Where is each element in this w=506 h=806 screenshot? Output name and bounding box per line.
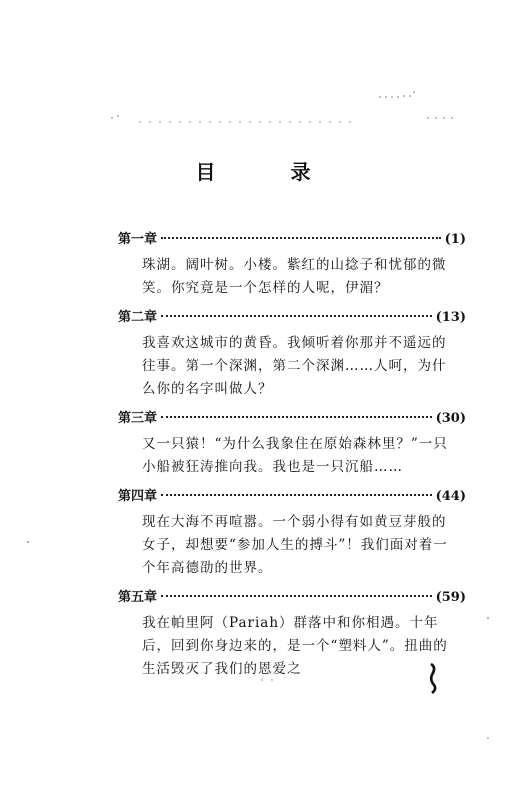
chapter-summary: 珠湖。阔叶树。小楼。紫红的山捻子和忧郁的微笑。你究竟是一个怎样的人呢，伊湄？ <box>142 257 447 296</box>
chapter-summary: 现在大海不再喧嚣。一个弱小得有如黄豆芽般的女子，却想要“参加人生的搏斗”！我们面对着一个年高德劭的世界。 <box>142 514 448 576</box>
chapter-label: 第二章 <box>118 310 158 325</box>
page-title: 目 录 <box>195 160 345 184</box>
toc-entry-chapter-1 <box>118 228 466 306</box>
toc-entry-row <box>118 228 466 254</box>
toc-entry-row <box>118 306 466 332</box>
toc-entry-row <box>118 586 466 612</box>
table-of-contents <box>118 228 466 687</box>
chapter-summary: 我喜欢这城市的黄昏。我倾听着你那并不遥远的往事。第一个深渊，第二个深渊……人呵，为什么你的名字叫做人？ <box>142 335 447 397</box>
page-number: (30) <box>435 411 466 426</box>
chapter-label: 第三章 <box>118 411 158 426</box>
chapter-summary: 又一只猿！“为什么我象住在原始森林里？”一只小船被狂涛推向我。我也是一只沉船…… <box>142 436 448 475</box>
dot-leader <box>161 415 432 418</box>
toc-entry-chapter-2 <box>118 306 466 407</box>
dot-leader <box>161 314 432 317</box>
dot-leader <box>161 236 441 239</box>
page-number: (1) <box>444 232 466 247</box>
chapter-label: 第四章 <box>118 489 158 504</box>
page-number: (13) <box>435 310 466 325</box>
chapter-summary: 我在帕里阿（Pariah）群落中和你相遇。十年后，回到你身边来的，是一个“塑料人”。扭曲的生活毁灭了我们的恩爱之 <box>142 615 448 677</box>
dot-leader <box>161 493 432 496</box>
chapter-label: 第一章 <box>118 232 158 247</box>
page-number: (44) <box>435 489 466 504</box>
toc-entry-chapter-5 <box>118 586 466 687</box>
page-number: (59) <box>435 590 466 605</box>
toc-entry-chapter-3 <box>118 407 466 485</box>
toc-entry-chapter-4 <box>118 485 466 586</box>
dot-leader <box>161 594 432 597</box>
toc-entry-row <box>118 485 466 511</box>
chapter-label: 第五章 <box>118 590 158 605</box>
toc-entry-row <box>118 407 466 433</box>
